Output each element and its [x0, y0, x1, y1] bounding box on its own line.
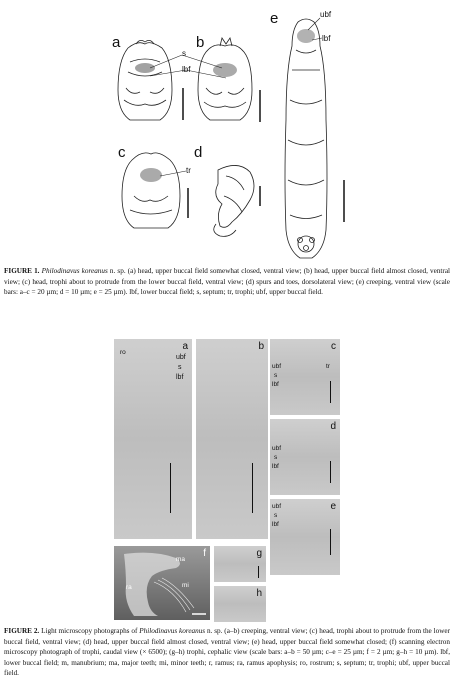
label-lbf-c: lbf [272, 381, 279, 388]
figure-1-drawings [0, 0, 453, 265]
photo-label-c: c [331, 341, 336, 352]
photo-panel-h [214, 586, 266, 622]
label-rostrum: ro [120, 349, 126, 356]
figure-2-caption-pre: Light microscopy photographs of [39, 627, 140, 635]
photo-panel-e [270, 499, 340, 575]
drawing-a-head [118, 40, 172, 120]
photo-label-g: g [256, 548, 262, 559]
label-s-d: s [274, 454, 278, 461]
scale-bar-e [330, 529, 331, 555]
label-lbf-d: lbf [272, 463, 279, 470]
photo-label-a: a [182, 341, 188, 352]
scale-bar-g [258, 566, 259, 578]
figure-1-caption-text: n. sp. (a) head, upper buccal field somewhat closed, ventral view; (b) head, upper buccal field almost closed, ventral view; (c) head, trophi about to protrude from the lower buccal field, ventral view; (d) spurs and toes, dorsolateral view; (e) creeping, ventral view (scale bars: a–c = 20 µm; d = 10 µm; e = 25 µm). lbf, lower buccal field; s, septum; tr, trophi; ubf, upper buccal field. [4, 267, 451, 297]
panel-label-c: c [118, 144, 126, 161]
photo-panel-d [270, 419, 340, 495]
figure-1-illustration [0, 0, 453, 265]
label-ubf-c: ubf [272, 363, 282, 370]
panel-label-d: d [194, 144, 203, 161]
panel-label-b: b [196, 34, 205, 51]
panel-label-a: a [112, 34, 121, 51]
drawing-b-head [198, 38, 252, 120]
scale-bar-c [330, 381, 331, 403]
label-ra: ra [126, 584, 132, 591]
drawing-e-body [285, 19, 327, 258]
label-mi: mi [182, 582, 189, 589]
scale-bar-a [170, 463, 171, 513]
figure-1-caption [4, 266, 450, 298]
label-ubf-a: ubf [176, 354, 186, 361]
figure-1-species: Philodinavus koreanus [41, 267, 108, 275]
label-s-a: s [178, 364, 182, 371]
label-tr-c: tr [326, 363, 330, 370]
figure-2-caption [4, 626, 450, 679]
figure-1-label: FIGURE 1. [4, 267, 40, 275]
label-lower-buccal-field: lbf [182, 65, 191, 74]
photo-label-d: d [330, 421, 336, 432]
label-septum: s [182, 49, 186, 58]
label-s-c: s [274, 372, 278, 379]
panel-label-e: e [270, 10, 279, 27]
figure-2-caption-text: n. sp. (a–b) creeping, ventral view; (c) head, trophi about to protrude from the lower buccal field, ventral view; (d) head, upper buccal field almost closed, ventral view; (e) head, upper buccal field somewhat closed; (f) scanning electron microscopy photograph of trophi, caudal view (× 6500); (g–h) trophi, cephalic view (scale bars: a–b = 50 µm; c–e = 25 µm; f = 2 µm; g–h = 10 µm). lbf, lower buccal field; m, manubrium; ma, major teeth; mi, minor teeth; r, ramus; ra, ramus apophysis; ro, rostrum; s, septum; tr, trophi; ubf, upper buccal field. [4, 627, 450, 678]
drawing-c-head [122, 153, 180, 228]
label-lbf-e: lbf [322, 34, 331, 43]
photo-label-b: b [258, 341, 264, 352]
drawing-d-spurs [214, 165, 254, 236]
photo-panel-b [196, 339, 268, 539]
photo-label-h: h [256, 588, 262, 599]
photo-panel-c [270, 339, 340, 415]
label-lbf-a: lbf [176, 374, 184, 381]
scale-bar-b [252, 463, 253, 513]
photo-panel-f [114, 546, 210, 620]
label-lbf-e2: lbf [272, 521, 279, 528]
label-ma: ma [176, 556, 186, 563]
figure-2-label: FIGURE 2. [4, 627, 40, 635]
figure-2-species: Philodinavus koreanus [139, 627, 206, 635]
photo-label-f: f [203, 548, 206, 559]
label-upper-buccal-field: ubf [320, 10, 332, 19]
label-ubf-d: ubf [272, 445, 282, 452]
label-s-e: s [274, 512, 278, 519]
photo-label-e: e [330, 501, 336, 512]
photo-panel-g [214, 546, 266, 582]
label-trophi: tr [186, 166, 191, 175]
sem-trophi-image [114, 546, 210, 620]
label-ubf-e: ubf [272, 503, 282, 510]
scale-bar-d [330, 461, 331, 483]
